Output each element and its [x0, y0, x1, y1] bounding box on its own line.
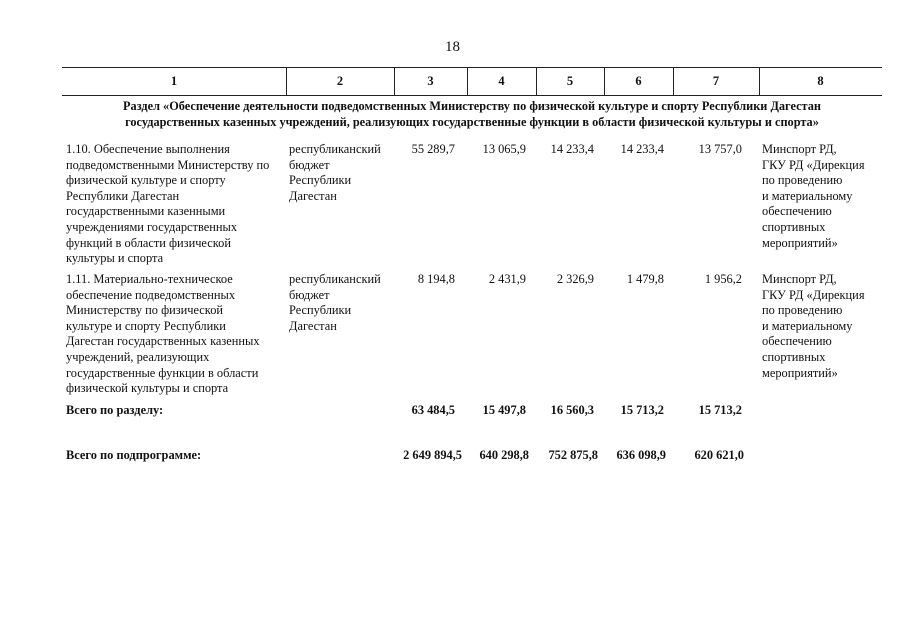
value-col-6: 14 233,4 [620, 142, 664, 156]
header-col-8: 8 [817, 74, 824, 88]
row-executor-line: обеспечению [762, 204, 832, 219]
row-name-line: государственные функции в области [66, 365, 259, 380]
page-number: 18 [445, 39, 460, 55]
total-col-3: 63 484,5 [411, 403, 455, 417]
row-executor-line: мероприятий» [762, 235, 838, 250]
row-name [66, 272, 291, 397]
total-col-6: 15 713,2 [620, 403, 664, 417]
row-name-line: государственными казенными [66, 204, 226, 219]
row-source-line: Дагестан [289, 188, 337, 203]
row-name-line: Министерству по физической [66, 303, 224, 318]
total-col-4: 15 497,8 [482, 403, 526, 417]
total-col-3: 2 649 894,5 [403, 448, 462, 462]
row-source-line: республиканский [289, 272, 381, 286]
table-header [62, 67, 882, 96]
row-name-line: обеспечение подведомственных [66, 287, 236, 302]
value-col-5: 2 326,9 [556, 272, 594, 286]
row-source-line: бюджет [289, 287, 330, 302]
row-source-line: республиканский [289, 142, 381, 156]
row-name [66, 142, 291, 267]
row-executor [762, 272, 897, 381]
header-col-1: 1 [170, 74, 178, 88]
row-executor-line: спортивных [762, 219, 826, 234]
row-executor-line: обеспечению [762, 334, 832, 349]
section-title-line: Раздел «Обеспечение деятельности подведомственных Министерству по физической культуре и спорту Республики Дагестан [123, 99, 821, 113]
total-col-7: 620 621,0 [694, 448, 744, 462]
row-name-line: функций в области физической [66, 235, 231, 250]
row-executor-line: по проведению [762, 303, 843, 318]
header-col-3: 3 [427, 74, 434, 88]
row-executor-line: ГКУ РД «Дирекция [762, 287, 865, 302]
total-col-7: 15 713,2 [698, 403, 742, 417]
section-title [62, 98, 882, 130]
row-name-line: учреждений, реализующих [66, 349, 210, 364]
value-col-4: 13 065,9 [482, 142, 526, 156]
value-col-5: 14 233,4 [550, 142, 594, 156]
value-col-3: 8 194,8 [417, 272, 455, 286]
header-col-6: 6 [635, 74, 642, 88]
value-col-4: 2 431,9 [488, 272, 526, 286]
section-total-label: Всего по разделу: [66, 403, 164, 417]
total-col-5: 16 560,3 [550, 403, 594, 417]
subprogram-total-label: Всего по подпрограмме: [66, 448, 202, 462]
row-name-line: Республики Дагестан [66, 188, 180, 203]
header-col-4: 4 [498, 74, 505, 88]
value-col-6: 1 479,8 [626, 272, 664, 286]
row-name-line: Дагестан государственных казенных [66, 334, 260, 349]
value-col-3: 55 289,7 [411, 142, 455, 156]
row-source [289, 142, 394, 204]
row-source-line: Республики [289, 173, 352, 188]
total-col-6: 636 098,9 [616, 448, 666, 462]
row-executor-line: спортивных [762, 349, 826, 364]
section-title-line: государственных казенных учреждений, реализующих государственные функции в области физической культуры и спорта» [125, 115, 819, 129]
row-name-line: 1.11. Материально-техническое [66, 272, 233, 286]
value-col-7: 13 757,0 [698, 142, 742, 156]
row-source-line: Дагестан [289, 318, 337, 333]
row-name-line: 1.10. Обеспечение выполнения [66, 142, 230, 156]
row-source-line: бюджет [289, 157, 330, 172]
row-source [289, 272, 394, 334]
row-source-line: Республики [289, 303, 352, 318]
header-col-7: 7 [712, 74, 720, 88]
row-executor-line: Минспорт РД, [762, 272, 837, 286]
total-col-4: 640 298,8 [479, 448, 529, 462]
row-executor-line: по проведению [762, 173, 843, 188]
row-name-line: физической культуры и спорта [66, 381, 229, 396]
header-col-5: 5 [566, 74, 574, 88]
header-col-2: 2 [336, 74, 344, 88]
total-col-5: 752 875,8 [548, 448, 598, 462]
row-executor-line: мероприятий» [762, 365, 838, 380]
row-executor-line: и материальному [762, 188, 853, 203]
row-executor [762, 142, 897, 251]
row-name-line: физической культуре и спорту [66, 173, 226, 188]
row-executor-line: ГКУ РД «Дирекция [762, 157, 865, 172]
row-name-line: культуры и спорта [66, 251, 164, 266]
row-executor-line: и материальному [762, 318, 853, 333]
value-col-7: 1 956,2 [704, 272, 742, 286]
row-executor-line: Минспорт РД, [762, 142, 837, 156]
row-name-line: культуре и спорту Республики [66, 318, 226, 333]
row-name-line: учреждениями государственных [66, 219, 238, 234]
row-name-line: подведомственными Министерству по [66, 157, 270, 172]
